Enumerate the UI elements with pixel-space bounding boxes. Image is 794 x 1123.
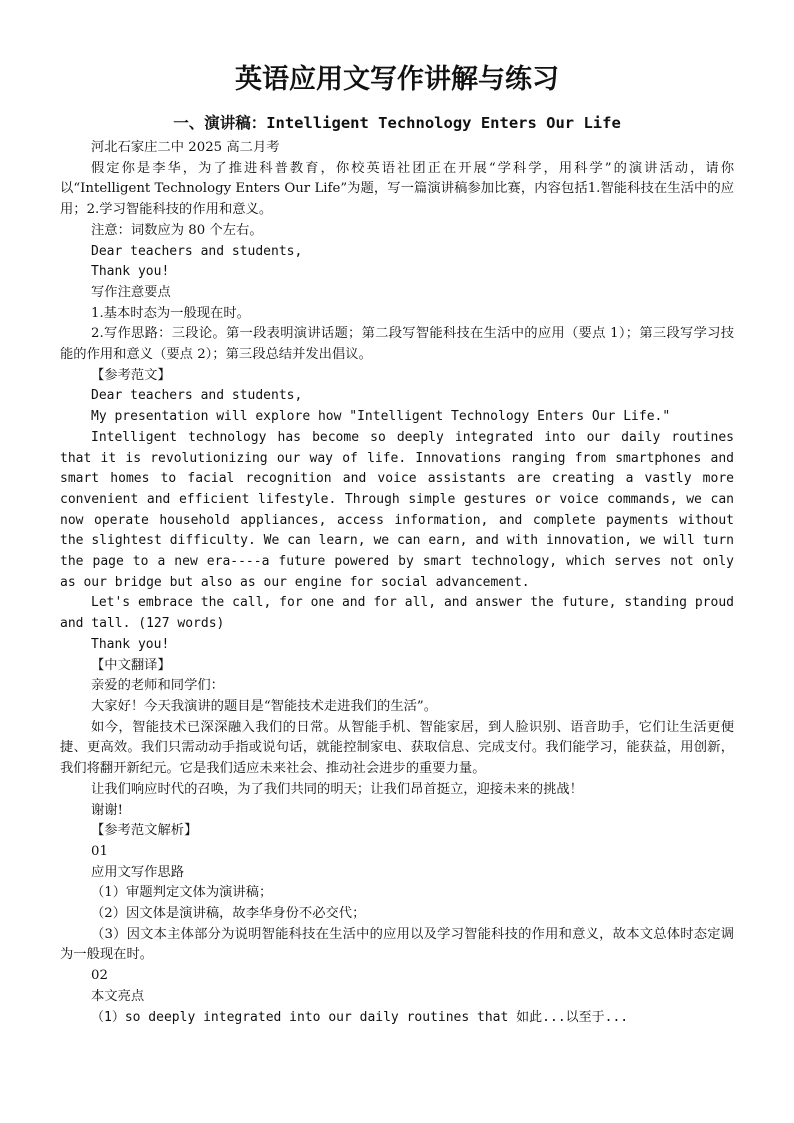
translation-line-1: 亲爱的老师和同学们： (91, 678, 224, 694)
task-prompt: 假定你是李华，为了推进科普教育，你校英语社团正在开展“学科学，用科学”的演讲活动，请你以“Intelligent Technology Enters Our Life”为题，写一篇演讲稿参加比赛，内容包括1.智能科技在生活中的应用；2.学习智能科技的作用和意义。 (60, 160, 734, 218)
translation-line-2: 大家好！今天我演讲的题目是“智能技术走进我们的生活”。 (91, 698, 438, 714)
analysis-subheading-2: 本文亮点 (91, 988, 145, 1004)
tip-tense: 1.基本时态为一般现在时。 (91, 305, 250, 321)
sample-thanks: Thank you! (91, 636, 170, 652)
document-body (60, 138, 734, 1028)
page-title: 英语应用文写作讲解与练习 (235, 64, 559, 95)
translation-line-3: 如今，智能技术已深深融入我们的日常。从智能手机、智能家居，到人脸识别、语音助手，它们让生活更便捷、更高效。我们只需动动手指或说句话，就能控制家电、获取信息、完成支付。我们能学习，能获益，用创新，我们将翻开新纪元。它是我们适应未来社会、推动社会进步的重要力量。 (60, 719, 734, 777)
sample-greeting: Dear teachers and students, (91, 388, 303, 404)
sample-paragraph-2: Intelligent technology has become so deeply integrated into our daily routines that it is revolutionizing our way of life. Innovations ranging from smartphones and smart homes to facial recognition and voice assistants are creating a vastly more convenient and efficient lifestyle. Through simple gestures or voice commands, we can now operate household appliances, access information, and complete payments without the slightest difficulty. We can learn, we can earn, and with innovation, we will turn the page to a new era----a future powered by smart technology, which serves not only as our bridge but also as our engine for social advancement. (60, 429, 734, 590)
analysis-item-3: （3）因文本主体部分为说明智能科技在生活中的应用以及学习智能科技的作用和意义，故本文总体时态定调为一般现在时。 (60, 926, 734, 963)
sample-heading: 【参考范文】 (91, 367, 171, 383)
prompt-thanks: Thank you! (91, 264, 170, 280)
analysis-number-01: 01 (91, 843, 108, 859)
translation-heading: 【中文翻译】 (91, 657, 171, 673)
analysis-item-2: （2）因文体是演讲稿，故李华身份不必交代； (91, 906, 366, 922)
section-heading: 一、演讲稿：Intelligent Technology Enters Our Life (173, 114, 621, 132)
translation-line-5: 谢谢! (91, 802, 123, 818)
analysis-subheading-1: 应用文写作思路 (91, 864, 185, 880)
analysis-number-02: 02 (91, 968, 108, 984)
tips-heading: 写作注意要点 (91, 284, 171, 300)
highlight-item-1: （1）so deeply integrated into our daily routines that 如此...以至于... (91, 1009, 629, 1025)
analysis-heading: 【参考范文解析】 (91, 823, 198, 839)
translation-line-4: 让我们响应时代的召唤，为了我们共同的明天；让我们昂首挺立，迎接未来的挑战！ (91, 781, 583, 797)
sample-paragraph-3: Let's embrace the call, for one and for all, and answer the future, standing proud and tall. (127 words) (60, 595, 734, 632)
source-line: 河北石家庄二中 2025 高二月考 (91, 140, 280, 155)
document-page (60, 62, 734, 1028)
prompt-greeting: Dear teachers and students, (91, 243, 303, 259)
tip-structure: 2.写作思路：三段论。第一段表明演讲话题；第二段写智能科技在生活中的应用（要点 1）；第三段写学习技能的作用和意义（要点 2）；第三段总结并发出倡议。 (60, 326, 734, 363)
analysis-item-1: （1）审题判定文体为演讲稿； (91, 885, 273, 901)
word-count-note: 注意：词数应为 80 个左右。 (91, 222, 263, 238)
sample-paragraph-1: My presentation will explore how "Intelligent Technology Enters Our Life." (91, 409, 671, 425)
